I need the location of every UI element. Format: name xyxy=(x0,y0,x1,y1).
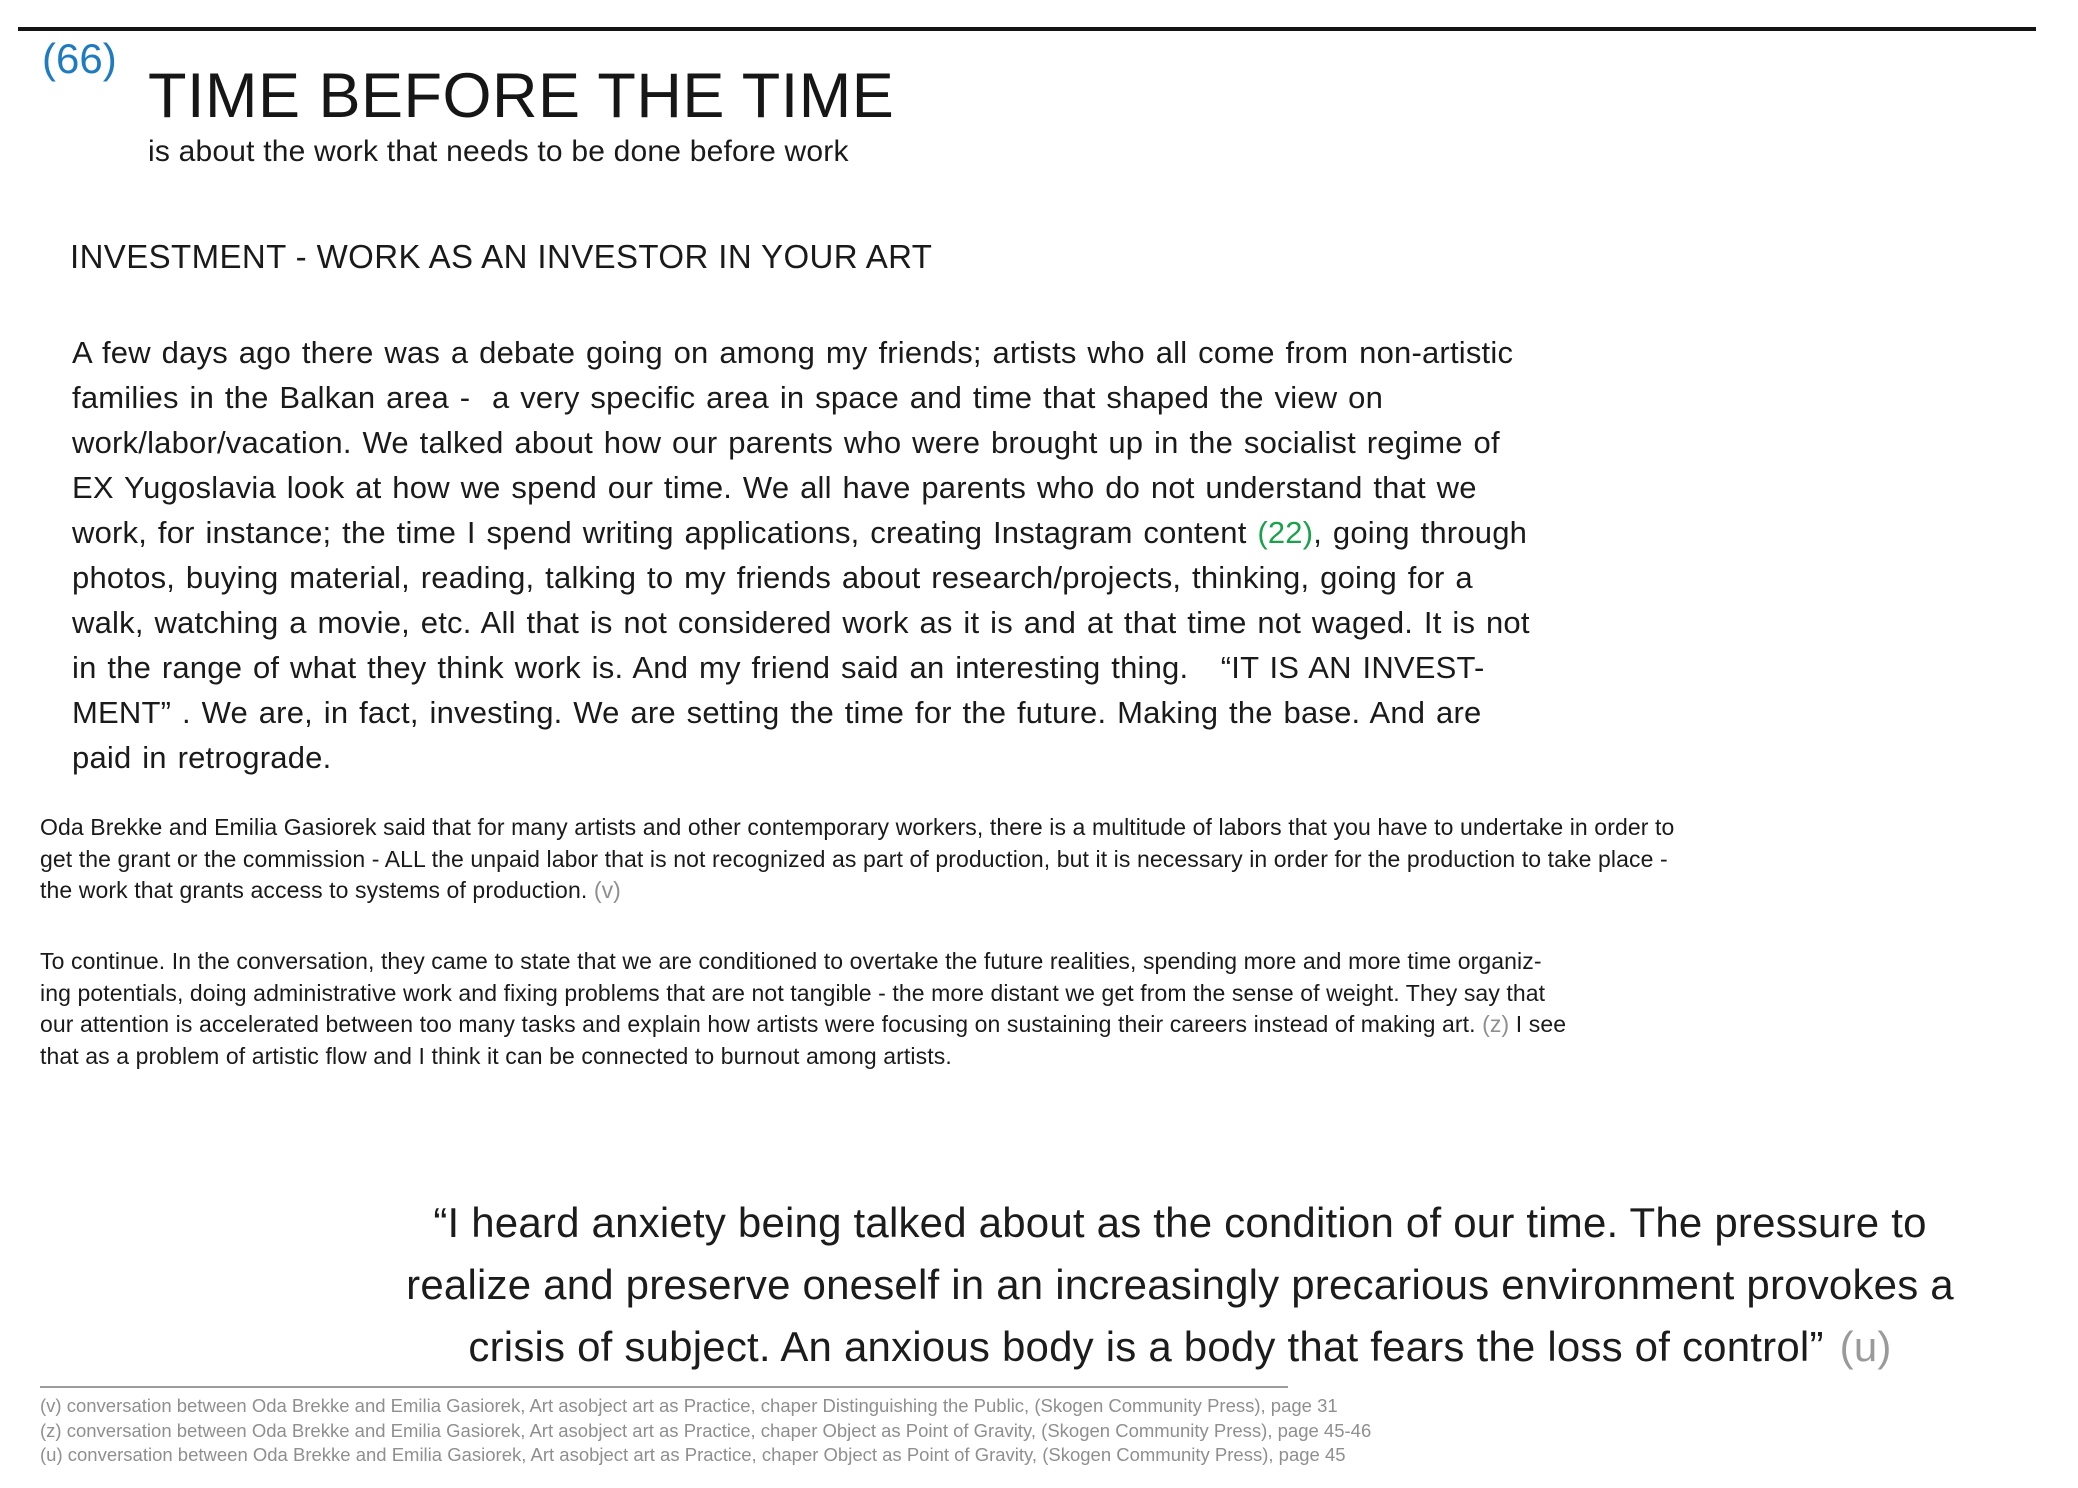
note-paragraph-to-continue xyxy=(40,946,1566,1072)
note-paragraph-oda-brekke xyxy=(40,812,1674,907)
page-number: (66) xyxy=(42,35,117,82)
text-line xyxy=(40,1009,1566,1041)
line-text: the work that grants access to systems of production. xyxy=(40,877,594,903)
quote-line: “I heard anxiety being talked about as the condition of our time. The pressure to xyxy=(433,1199,1927,1246)
text-line: that as a problem of artistic flow and I think it can be connected to burnout among artists. xyxy=(40,1042,952,1069)
footnote-ref-22: (22) xyxy=(1257,515,1314,550)
section-heading: INVESTMENT - WORK AS AN INVESTOR IN YOUR ART xyxy=(70,238,933,275)
footnote-u: (u) conversation between Oda Brekke and Emilia Gasiorek, Art asobject art as Practice, chaper Object as Point of Gravity, (Skogen Community Press), page 45 xyxy=(40,1444,1346,1465)
footnotes-block xyxy=(40,1394,1371,1468)
text-line: photos, buying material, reading, talking to my friends about research/projects, thinking, going for a xyxy=(72,560,1473,595)
footnote-divider-rule xyxy=(40,1386,1288,1388)
footnote-ref-z: (z) xyxy=(1482,1011,1510,1037)
footnote-z: (z) conversation between Oda Brekke and Emilia Gasiorek, Art asobject art as Practice, chaper Object as Point of Gravity, (Skogen Community Press), page 45-46 xyxy=(40,1419,1372,1441)
text-line: A few days ago there was a debate going on among my friends; artists who all come from non-artistic xyxy=(72,335,1514,370)
line-text: I see xyxy=(1509,1011,1567,1037)
line-text: , going through xyxy=(1313,515,1528,550)
text-line xyxy=(72,510,1530,555)
top-divider-rule xyxy=(18,27,2036,31)
text-line: EX Yugoslavia look at how we spend our time. We all have parents who do not understand that we xyxy=(72,470,1477,505)
text-line: work/labor/vacation. We talked about how our parents who were brought up in the socialist regime of xyxy=(72,425,1500,460)
text-line xyxy=(40,875,1674,907)
main-paragraph xyxy=(72,330,1530,780)
page-title: TIME BEFORE THE TIME xyxy=(148,61,895,131)
footnote-ref-u: (u) xyxy=(1839,1323,1892,1370)
quote-line xyxy=(290,1316,2070,1378)
text-line: walk, watching a movie, etc. All that is not considered work as it is and at that time not waged. It is not xyxy=(72,605,1530,640)
text-line: To continue. In the conversation, they came to state that we are conditioned to overtake the future realities, spending more and more time organiz- xyxy=(40,948,1542,974)
quote-line: realize and preserve oneself in an increasingly precarious environment provokes a xyxy=(406,1261,1954,1308)
footnote-v: (v) conversation between Oda Brekke and Emilia Gasiorek, Art asobject art as Practice, chaper Distinguishing the Public, (Skogen Community Press), page 31 xyxy=(40,1395,1338,1416)
title-block xyxy=(148,62,894,169)
quote-text: crisis of subject. An anxious body is a body that fears the loss of control” xyxy=(468,1323,1824,1370)
page-subtitle: is about the work that needs to be done before work xyxy=(148,135,849,169)
line-text: our attention is accelerated between too many tasks and explain how artists were focusing on sustaining their careers instead of making art. xyxy=(40,1011,1483,1037)
text-line: Oda Brekke and Emilia Gasiorek said that for many artists and other contemporary workers, there is a multitude of labors that you have to undertake in order to xyxy=(40,814,1675,840)
footnote-ref-v: (v) xyxy=(593,877,621,903)
line-text: work, for instance; the time I spend writing applications, creating Instagram content xyxy=(72,515,1258,550)
text-line: MENT” . We are, in fact, investing. We are setting the time for the future. Making the base. And are xyxy=(72,695,1482,730)
text-line: ing potentials, doing administrative work and fixing problems that are not tangible - the more distant we get from the sense of weight. They say that xyxy=(40,979,1546,1006)
text-line: in the range of what they think work is. And my friend said an interesting thing. “IT IS AN INVEST- xyxy=(72,650,1485,685)
pull-quote xyxy=(290,1192,2070,1378)
text-line: families in the Balkan area - a very specific area in space and time that shaped the view on xyxy=(72,380,1384,415)
text-line: get the grant or the commission - ALL the unpaid labor that is not recognized as part of production, but it is necessary in order for the production to take place - xyxy=(40,845,1668,872)
text-line: paid in retrograde. xyxy=(72,740,332,775)
